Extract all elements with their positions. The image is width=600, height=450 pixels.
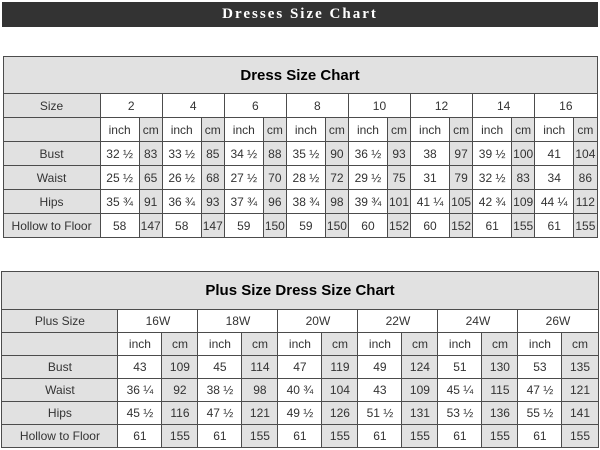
- unit-cm-header-cell: cm: [162, 333, 198, 356]
- cm-value-cell: 136: [482, 402, 518, 425]
- unit-inch-header-cell: inch: [118, 333, 162, 356]
- inch-value-cell: 43: [118, 356, 162, 379]
- cm-value-cell: 155: [242, 425, 278, 448]
- cm-value-cell: 155: [402, 425, 438, 448]
- size-header-cell: 22W: [358, 310, 438, 333]
- size-header-cell: 26W: [518, 310, 598, 333]
- cm-value-cell: 68: [201, 166, 224, 190]
- size-header-cell: 2: [100, 94, 162, 118]
- cm-value-cell: 98: [325, 190, 348, 214]
- table-row: [3, 94, 597, 118]
- table-title: Dress Size Chart: [3, 57, 597, 94]
- cm-value-cell: 116: [162, 402, 198, 425]
- table-row: [2, 356, 598, 379]
- measurement-row-label: Hollow to Floor: [3, 214, 100, 238]
- inch-value-cell: 51 ½: [358, 402, 402, 425]
- cm-value-cell: 155: [162, 425, 198, 448]
- inch-value-cell: 28 ½: [286, 166, 325, 190]
- cm-value-cell: 109: [512, 190, 535, 214]
- inch-value-cell: 35 ½: [286, 142, 325, 166]
- inch-value-cell: 45: [198, 356, 242, 379]
- table-row: [3, 214, 597, 238]
- unit-inch-header-cell: inch: [358, 333, 402, 356]
- cm-value-cell: 126: [322, 402, 358, 425]
- cm-value-cell: 97: [450, 142, 473, 166]
- inch-value-cell: 55 ½: [518, 402, 562, 425]
- page: [0, 2, 600, 448]
- page-title: Dresses Size Chart: [222, 6, 378, 22]
- inch-value-cell: 47 ½: [198, 402, 242, 425]
- dress-size-chart-table: [3, 56, 598, 238]
- measurement-row-label: Waist: [2, 379, 118, 402]
- measurement-row-label: Bust: [2, 356, 118, 379]
- unit-cm-header-cell: cm: [263, 118, 286, 142]
- cm-value-cell: 90: [325, 142, 348, 166]
- inch-value-cell: 45 ½: [118, 402, 162, 425]
- inch-value-cell: 38 ½: [198, 379, 242, 402]
- table-row: [2, 272, 598, 310]
- measurement-row-label: Hips: [2, 402, 118, 425]
- unit-cm-header-cell: cm: [201, 118, 224, 142]
- cm-value-cell: 93: [201, 190, 224, 214]
- inch-value-cell: 58: [162, 214, 201, 238]
- inch-value-cell: 33 ½: [162, 142, 201, 166]
- cm-value-cell: 155: [574, 214, 597, 238]
- size-row-label: Size: [3, 94, 100, 118]
- unit-cm-header-cell: cm: [139, 118, 162, 142]
- cm-value-cell: 75: [387, 166, 410, 190]
- cm-value-cell: 98: [242, 379, 278, 402]
- size-header-cell: 16: [535, 94, 597, 118]
- cm-value-cell: 130: [482, 356, 518, 379]
- inch-value-cell: 61: [198, 425, 242, 448]
- measurement-row-label: Bust: [3, 142, 100, 166]
- inch-value-cell: 61: [438, 425, 482, 448]
- inch-value-cell: 36 ½: [348, 142, 387, 166]
- inch-value-cell: 36 ¼: [118, 379, 162, 402]
- inch-value-cell: 32 ½: [100, 142, 139, 166]
- inch-value-cell: 25 ½: [100, 166, 139, 190]
- unit-inch-header-cell: inch: [278, 333, 322, 356]
- inch-value-cell: 61: [278, 425, 322, 448]
- unit-cm-header-cell: cm: [512, 118, 535, 142]
- inch-value-cell: 39 ¾: [348, 190, 387, 214]
- inch-value-cell: 61: [518, 425, 562, 448]
- inch-value-cell: 26 ½: [162, 166, 201, 190]
- size-header-cell: 4: [162, 94, 224, 118]
- cm-value-cell: 101: [387, 190, 410, 214]
- size-header-cell: 18W: [198, 310, 278, 333]
- cm-value-cell: 85: [201, 142, 224, 166]
- inch-value-cell: 61: [118, 425, 162, 448]
- cm-value-cell: 124: [402, 356, 438, 379]
- size-header-cell: 20W: [278, 310, 358, 333]
- unit-cm-header-cell: cm: [242, 333, 278, 356]
- size-header-cell: 16W: [118, 310, 198, 333]
- plus-size-dress-size-chart-table: [1, 271, 598, 448]
- table-row: [3, 166, 597, 190]
- cm-value-cell: 104: [322, 379, 358, 402]
- unit-inch-header-cell: inch: [348, 118, 387, 142]
- cm-value-cell: 83: [512, 166, 535, 190]
- inch-value-cell: 27 ½: [224, 166, 263, 190]
- cm-value-cell: 109: [402, 379, 438, 402]
- inch-value-cell: 41: [535, 142, 574, 166]
- cm-value-cell: 155: [512, 214, 535, 238]
- inch-value-cell: 58: [100, 214, 139, 238]
- size-header-cell: 8: [286, 94, 348, 118]
- cm-value-cell: 109: [162, 356, 198, 379]
- measurement-row-label: Waist: [3, 166, 100, 190]
- unit-cm-header-cell: cm: [450, 118, 473, 142]
- cm-value-cell: 152: [450, 214, 473, 238]
- inch-value-cell: 38 ¾: [286, 190, 325, 214]
- inch-value-cell: 37 ¾: [224, 190, 263, 214]
- inch-value-cell: 49 ½: [278, 402, 322, 425]
- unit-inch-header-cell: inch: [438, 333, 482, 356]
- inch-value-cell: 47: [278, 356, 322, 379]
- inch-value-cell: 43: [358, 379, 402, 402]
- inch-value-cell: 53: [518, 356, 562, 379]
- size-header-cell: 12: [411, 94, 473, 118]
- cm-value-cell: 119: [322, 356, 358, 379]
- table-row: [2, 379, 598, 402]
- table-row: [2, 310, 598, 333]
- inch-value-cell: 41 ¼: [411, 190, 450, 214]
- cm-value-cell: 150: [263, 214, 286, 238]
- inch-value-cell: 59: [224, 214, 263, 238]
- measurement-row-label: Hips: [3, 190, 100, 214]
- unit-cm-header-cell: cm: [322, 333, 358, 356]
- cm-value-cell: 88: [263, 142, 286, 166]
- unit-inch-header-cell: inch: [100, 118, 139, 142]
- unit-inch-header-cell: inch: [162, 118, 201, 142]
- cm-value-cell: 121: [562, 379, 598, 402]
- size-header-cell: 6: [224, 94, 286, 118]
- inch-value-cell: 53 ½: [438, 402, 482, 425]
- cm-value-cell: 83: [139, 142, 162, 166]
- cm-value-cell: 93: [387, 142, 410, 166]
- cm-value-cell: 104: [574, 142, 597, 166]
- unit-cm-header-cell: cm: [325, 118, 348, 142]
- size-row-label: Plus Size: [2, 310, 118, 333]
- inch-value-cell: 42 ¾: [473, 190, 512, 214]
- inch-value-cell: 34 ½: [224, 142, 263, 166]
- cm-value-cell: 86: [574, 166, 597, 190]
- unit-cm-header-cell: cm: [387, 118, 410, 142]
- cm-value-cell: 152: [387, 214, 410, 238]
- size-header-cell: 24W: [438, 310, 518, 333]
- table-row: [2, 402, 598, 425]
- inch-value-cell: 29 ½: [348, 166, 387, 190]
- table-row: [2, 333, 598, 356]
- cm-value-cell: 96: [263, 190, 286, 214]
- unit-inch-header-cell: inch: [518, 333, 562, 356]
- inch-value-cell: 32 ½: [473, 166, 512, 190]
- cm-value-cell: 92: [162, 379, 198, 402]
- cm-value-cell: 112: [574, 190, 597, 214]
- unit-inch-header-cell: inch: [224, 118, 263, 142]
- inch-value-cell: 47 ½: [518, 379, 562, 402]
- cm-value-cell: 131: [402, 402, 438, 425]
- inch-value-cell: 61: [473, 214, 512, 238]
- unit-cm-header-cell: cm: [574, 118, 597, 142]
- cm-value-cell: 147: [201, 214, 224, 238]
- unit-inch-header-cell: inch: [535, 118, 574, 142]
- table-row: [3, 57, 597, 94]
- inch-value-cell: 36 ¾: [162, 190, 201, 214]
- cm-value-cell: 115: [482, 379, 518, 402]
- unit-row-label: [3, 118, 100, 142]
- unit-row-label: [2, 333, 118, 356]
- cm-value-cell: 100: [512, 142, 535, 166]
- cm-value-cell: 135: [562, 356, 598, 379]
- inch-value-cell: 35 ¾: [100, 190, 139, 214]
- inch-value-cell: 61: [358, 425, 402, 448]
- unit-cm-header-cell: cm: [402, 333, 438, 356]
- cm-value-cell: 72: [325, 166, 348, 190]
- table-row: [2, 425, 598, 448]
- cm-value-cell: 155: [482, 425, 518, 448]
- cm-value-cell: 70: [263, 166, 286, 190]
- page-header: [2, 2, 598, 27]
- inch-value-cell: 38: [411, 142, 450, 166]
- inch-value-cell: 59: [286, 214, 325, 238]
- cm-value-cell: 79: [450, 166, 473, 190]
- inch-value-cell: 49: [358, 356, 402, 379]
- cm-value-cell: 155: [562, 425, 598, 448]
- inch-value-cell: 44 ¼: [535, 190, 574, 214]
- inch-value-cell: 34: [535, 166, 574, 190]
- cm-value-cell: 150: [325, 214, 348, 238]
- measurement-row-label: Hollow to Floor: [2, 425, 118, 448]
- inch-value-cell: 39 ½: [473, 142, 512, 166]
- table-row: [3, 118, 597, 142]
- table-title: Plus Size Dress Size Chart: [2, 272, 598, 310]
- size-header-cell: 14: [473, 94, 535, 118]
- unit-cm-header-cell: cm: [482, 333, 518, 356]
- cm-value-cell: 121: [242, 402, 278, 425]
- inch-value-cell: 51: [438, 356, 482, 379]
- size-header-cell: 10: [348, 94, 410, 118]
- cm-value-cell: 155: [322, 425, 358, 448]
- inch-value-cell: 60: [411, 214, 450, 238]
- inch-value-cell: 31: [411, 166, 450, 190]
- unit-cm-header-cell: cm: [562, 333, 598, 356]
- inch-value-cell: 61: [535, 214, 574, 238]
- unit-inch-header-cell: inch: [286, 118, 325, 142]
- inch-value-cell: 60: [348, 214, 387, 238]
- cm-value-cell: 114: [242, 356, 278, 379]
- inch-value-cell: 45 ¼: [438, 379, 482, 402]
- cm-value-cell: 91: [139, 190, 162, 214]
- unit-inch-header-cell: inch: [473, 118, 512, 142]
- cm-value-cell: 65: [139, 166, 162, 190]
- table-row: [3, 190, 597, 214]
- table-row: [3, 142, 597, 166]
- cm-value-cell: 147: [139, 214, 162, 238]
- unit-inch-header-cell: inch: [198, 333, 242, 356]
- inch-value-cell: 40 ¾: [278, 379, 322, 402]
- cm-value-cell: 105: [450, 190, 473, 214]
- unit-inch-header-cell: inch: [411, 118, 450, 142]
- cm-value-cell: 141: [562, 402, 598, 425]
